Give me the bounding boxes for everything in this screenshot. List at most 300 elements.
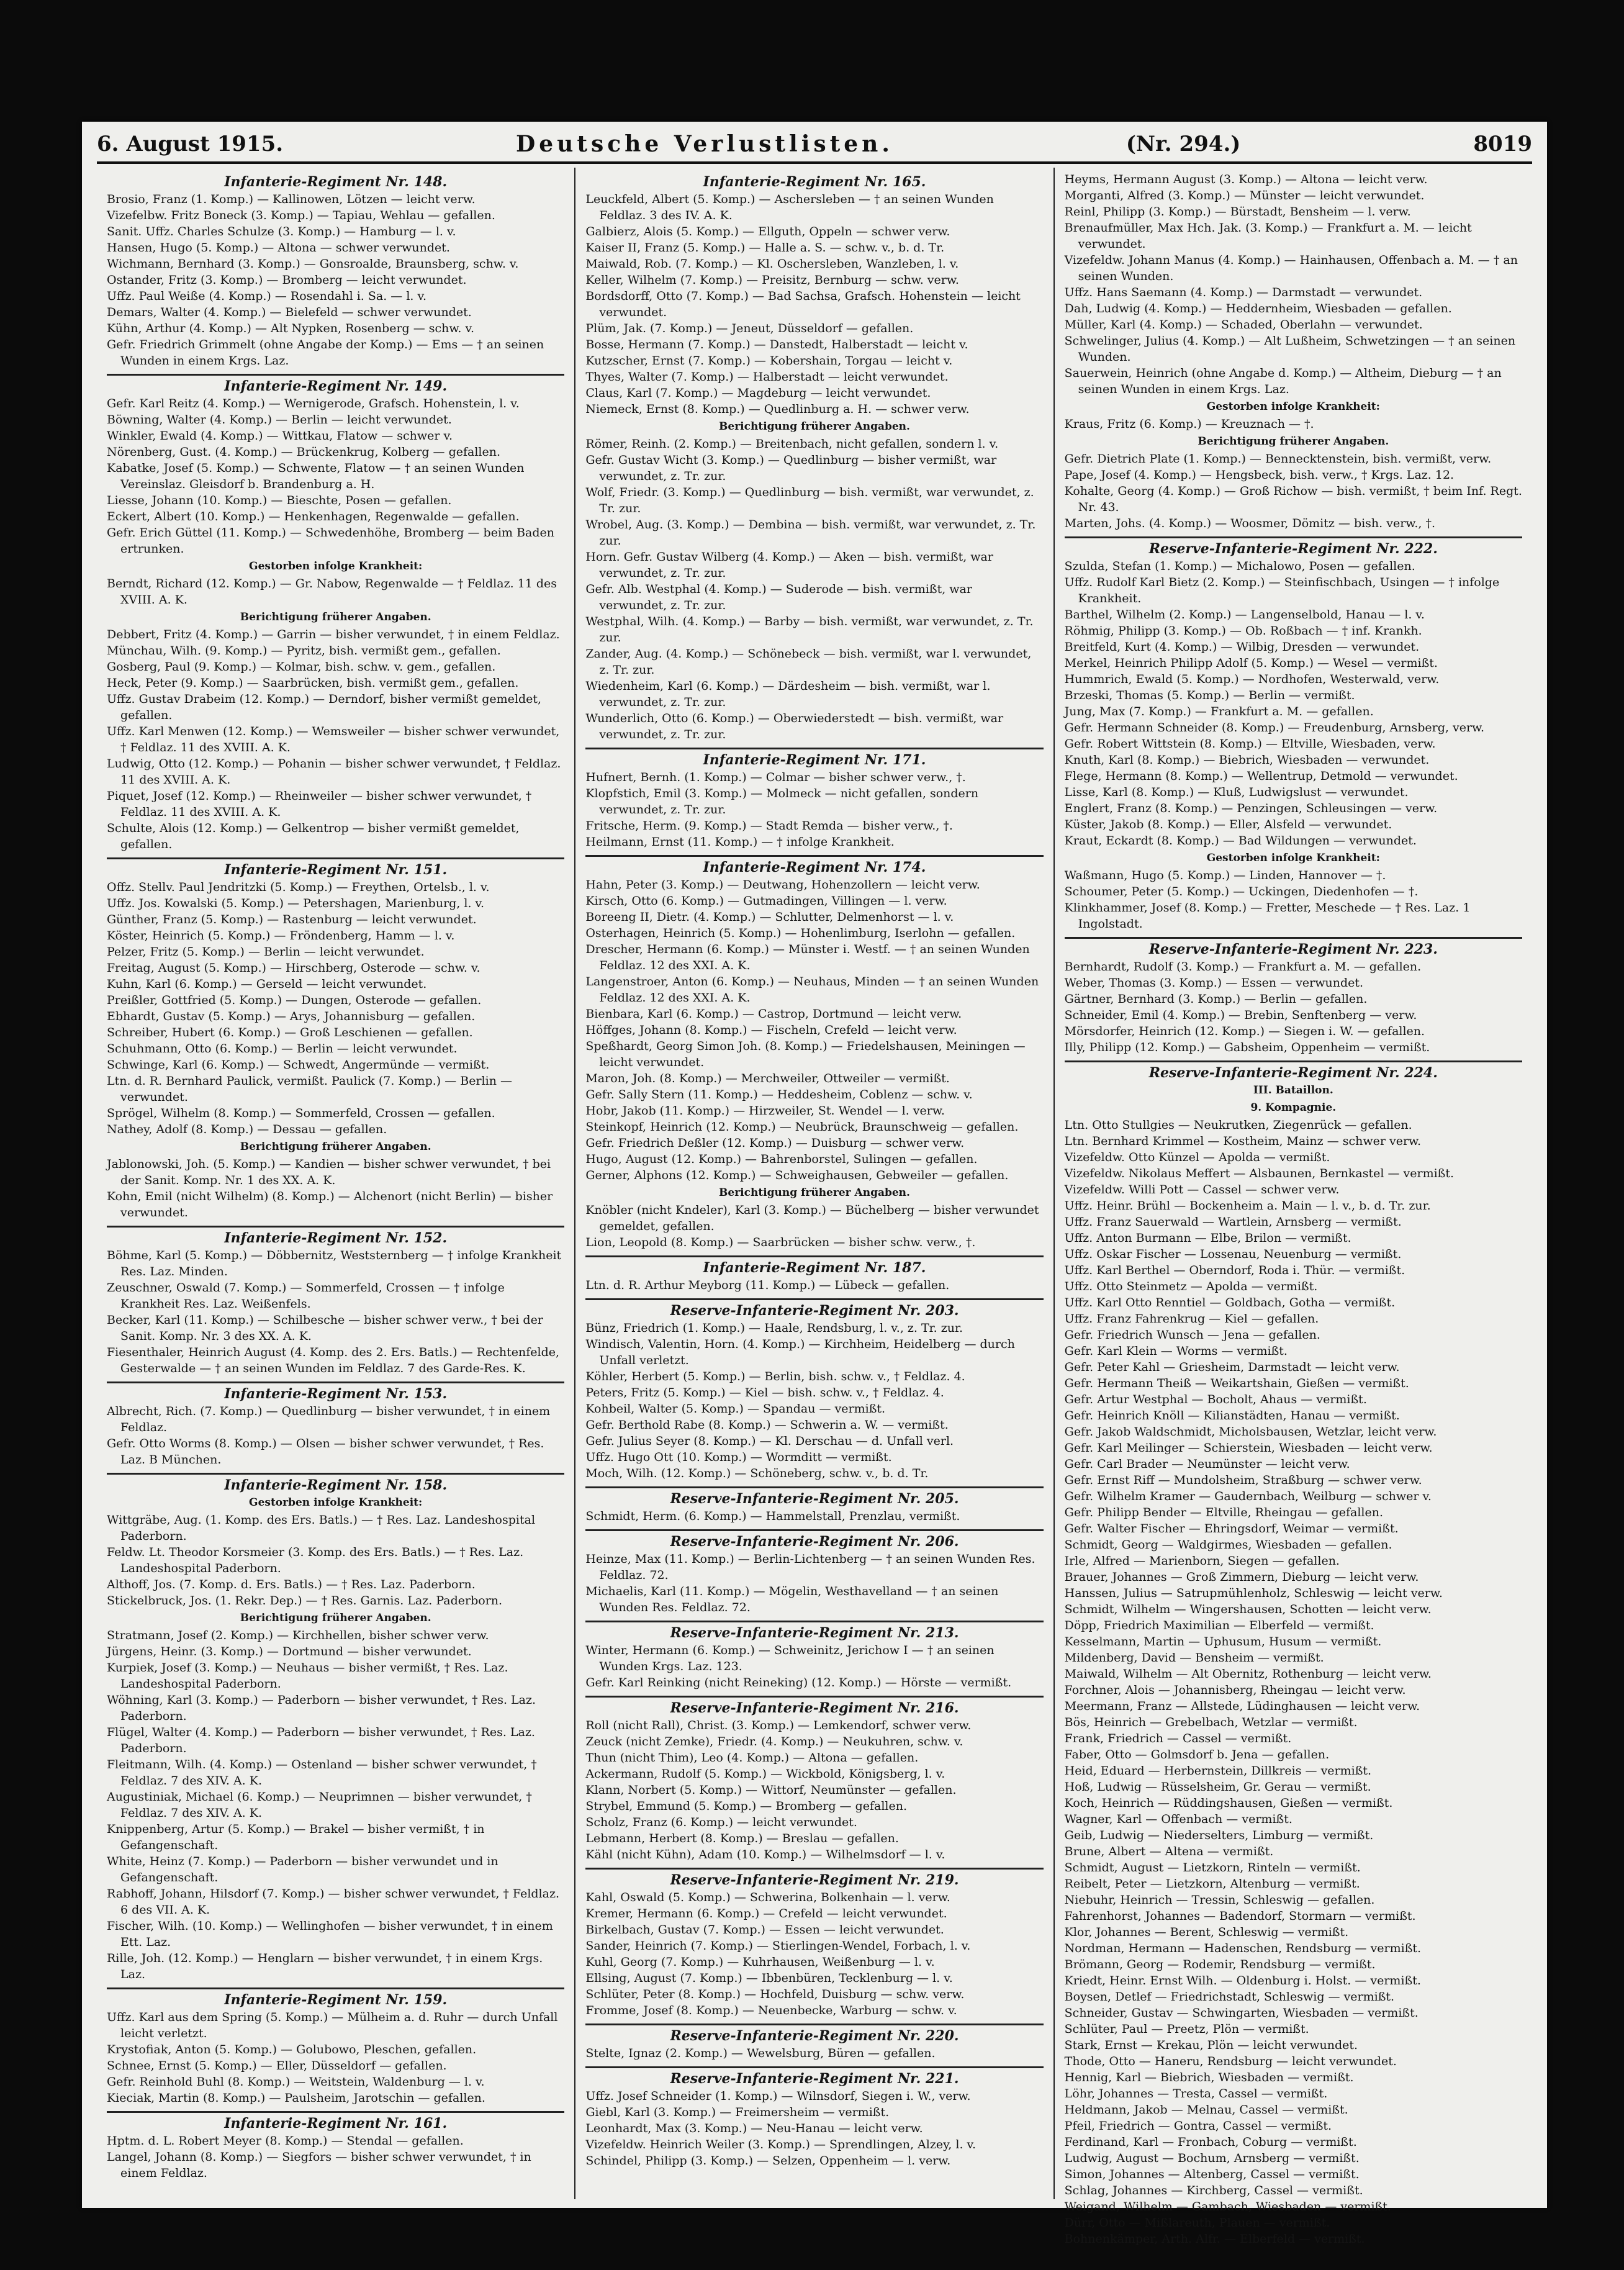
casualty-entry: Klann, Norbert (5. Komp.) — Wittorf, Neumünster — gefallen. [585,1783,957,1797]
regiment-title: Infanterie-Regiment Nr. 151. [224,862,448,878]
casualty-entry: Fritsche, Herm. (9. Komp.) — Stadt Remda — bisher verw., †. [585,819,953,833]
section-rule [107,1987,564,1989]
casualty-entry: Klor, Johannes — Berent, Schleswig — vermißt. [1064,1925,1349,1939]
casualty-entry: Bünz, Friedrich (1. Komp.) — Haale, Rendsburg, l. v., z. Tr. zur. [585,1321,963,1335]
subsection-title: Berichtigung früherer Angaben. [240,611,431,623]
casualty-entry: Stickelbruck, Jos. (1. Rekr. Dep.) — † Res. Garnis. Laz. Paderborn. [107,1594,503,1608]
casualty-entry: Rille, Joh. (12. Komp.) — Henglarn — bisher verwundet, † in einem Krgs. Laz. [107,1951,543,1981]
regiment-title: Reserve-Infanterie-Regiment Nr. 213. [670,1625,959,1641]
casualty-entry: Koch, Heinrich — Rüddingshausen, Gießen — vermißt. [1064,1796,1393,1810]
casualty-entry: Heinze, Max (11. Komp.) — Berlin-Lichtenberg — † an seinen Wunden Res. Feldlaz. 72. [585,1552,1035,1582]
casualty-entry: Kirsch, Otto (6. Komp.) — Gutmadingen, Villingen — l. verw. [585,894,947,908]
casualty-entry: Stratmann, Josef (2. Komp.) — Kirchhellen, bisher schwer verw. [107,1629,489,1642]
casualty-entry: Jürgens, Heinr. (3. Komp.) — Dortmund — bisher verwundet. [107,1645,472,1658]
section-rule [585,855,1043,857]
casualty-entry: Schindel, Philipp (3. Komp.) — Selzen, Oppenheim — l. verw. [585,2154,951,2168]
casualty-entry: Kabatke, Josef (5. Komp.) — Schwente, Flatow — † an seinen Wunden Vereinslaz. Gleisdorf b. Brandenburg a. H. [107,461,525,491]
casualty-entry: Wolf, Friedr. (3. Komp.) — Quedlinburg — bish. vermißt, war verwundet, z. Tr. zur. [585,486,1034,515]
casualty-entry: Morganti, Alfred (3. Komp.) — Münster — leicht verwundet. [1064,189,1425,202]
casualty-entry: Gärtner, Bernhard (3. Komp.) — Berlin — gefallen. [1064,992,1368,1006]
section-rule [585,748,1043,749]
section-rule [107,1226,564,1228]
casualty-entry: Bernhardt, Rudolf (3. Komp.) — Frankfurt a. M. — gefallen. [1064,960,1422,974]
casualty-entry: Uffz. Franz Sauerwald — Wartlein, Arnsberg — vermißt. [1064,1215,1402,1229]
casualty-entry: Kieciak, Martin (8. Komp.) — Paulsheim, Jarotschin — gefallen. [107,2091,485,2105]
casualty-entry: Augustiniak, Michael (6. Komp.) — Neuprimnen — bisher verwundet, † Feldlaz. 7 des XIV. A. K. [107,1790,532,1820]
subsection-title: Berichtigung früherer Angaben. [1198,435,1389,448]
casualty-entry: Krystofiak, Anton (5. Komp.) — Golubowo, Pleschen, gefallen. [107,2043,477,2056]
casualty-entry: Gefr. Wilhelm Kramer — Gaudernbach, Weilburg — schwer v. [1064,1490,1432,1503]
casualty-entry: Uffz. Oskar Fischer — Lossenau, Neuenburg — vermißt. [1064,1247,1402,1261]
casualty-entry: Gefr. Berthold Rabe (8. Komp.) — Schwerin a. W. — vermißt. [585,1418,949,1432]
casualty-entry: Hahn, Peter (3. Komp.) — Deutwang, Hohenzollern — leicht verw. [585,878,980,892]
casualty-entry: Brauer, Johannes — Groß Zimmern, Dieburg — leicht verw. [1064,1570,1419,1584]
regiment-title: Infanterie-Regiment Nr. 158. [224,1477,448,1493]
casualty-entry: Brömann, Georg — Rodemir, Rendsburg — vermißt. [1064,1958,1376,1971]
casualty-entry: Hansen, Hugo (5. Komp.) — Altona — schwer verwundet. [107,241,450,255]
section-rule [585,2024,1043,2025]
casualty-entry: Boysen, Detlef — Friedrichstadt, Schleswig — vermißt. [1064,1990,1395,2004]
casualty-entry: Fleitmann, Wilh. (4. Komp.) — Ostenland — bisher schwer verwundet, † Feldlaz. 7 des XIV. A. K. [107,1758,537,1788]
section-rule [585,1529,1043,1531]
casualty-entry: Gefr. Friedrich Grimmelt (ohne Angabe der Komp.) — Ems — † an seinen Wunden in einem Krgs. Laz. [107,338,544,368]
section-rule [585,1486,1043,1488]
casualty-entry: Feldw. Lt. Theodor Korsmeier (3. Komp. des Ers. Batls.) — † Res. Laz. Landeshospital Paderborn. [107,1545,524,1575]
regiment-title: Infanterie-Regiment Nr. 148. [224,174,448,190]
casualty-entry: Hufnert, Bernh. (1. Komp.) — Colmar — bisher schwer verw., †. [585,771,966,784]
casualty-entry: Sander, Heinrich (7. Komp.) — Stierlingen-Wendel, Forbach, l. v. [585,1939,971,1953]
casualty-entry: Günther, Franz (5. Komp.) — Rastenburg — leicht verwundet. [107,913,477,926]
casualty-entry: Jung, Max (7. Komp.) — Frankfurt a. M. — gefallen. [1064,705,1374,718]
regiment-title: Reserve-Infanterie-Regiment Nr. 219. [670,1872,959,1888]
casualty-entry: Boreeng II, Dietr. (4. Komp.) — Schlutter, Delmenhorst — l. v. [585,910,954,924]
casualty-entry: Pfeil, Friedrich — Gontra, Cassel — vermißt. [1064,2119,1332,2133]
casualty-entry: Ltn. Otto Stullgies — Neukrutken, Ziegenrück — gefallen. [1064,1118,1412,1132]
casualty-entry: Irle, Alfred — Marienborn, Siegen — gefallen. [1064,1554,1340,1568]
casualty-entry: Reinl, Philipp (3. Komp.) — Bürstadt, Bensheim — l. verw. [1064,205,1411,219]
casualty-entry: Gefr. Artur Westphal — Bocholt, Ahaus — vermißt. [1064,1393,1367,1406]
casualty-entry: Wittgräbe, Aug. (1. Komp. des Ers. Batls.) — † Res. Laz. Landeshospital Paderborn. [107,1513,536,1543]
section-rule [107,857,564,859]
casualty-entry: Flege, Hermann (8. Komp.) — Wellentrup, Detmold — verwundet. [1064,769,1458,783]
casualty-entry: Röhmig, Philipp (3. Komp.) — Ob. Roßbach — † inf. Krankh. [1064,624,1422,638]
casualty-entry: Westphal, Wilh. (4. Komp.) — Barby — bish. vermißt, war verwundet, z. Tr. zur. [585,615,1034,644]
casualty-entry: Zeuschner, Oswald (7. Komp.) — Sommerfeld, Crossen — † infolge Krankheit Res. Laz. Weißenfels. [107,1281,505,1311]
casualty-entry: Uffz. Josef Schneider (1. Komp.) — Wilnsdorf, Siegen i. W., verw. [585,2089,971,2103]
casualty-entry: Ferdinand, Karl — Fronbach, Coburg — vermißt. [1064,2135,1357,2149]
casualty-entry: Debbert, Fritz (4. Komp.) — Garrin — bisher verwundet, † in einem Feldlaz. [107,628,560,641]
casualty-entry: Gefr. Peter Kahl — Griesheim, Darmstadt — leicht verw. [1064,1360,1400,1374]
casualty-entry: Nathey, Adolf (8. Komp.) — Dessau — gefallen. [107,1123,387,1136]
casualty-entry: Knuth, Karl (8. Komp.) — Biebrich, Wiesbaden — verwundet. [1064,753,1430,767]
casualty-entry: Böhme, Karl (5. Komp.) — Döbbernitz, Weststernberg — † infolge Krankheit Res. Laz. Minden. [107,1249,562,1278]
section-rule [107,1381,564,1383]
section-rule [1065,937,1522,939]
casualty-entry: Döpp, Friedrich Maximilian — Elberfeld — vermißt. [1064,1619,1374,1632]
casualty-entry: Berndt, Richard (12. Komp.) — Gr. Nabow, Regenwalde — † Feldlaz. 11 des XVIII. A. K. [107,577,557,607]
casualty-entry: Schmidt, Georg — Waldgirmes, Wiesbaden — gefallen. [1064,1538,1392,1552]
casualty-entry: Gefr. Alb. Westphal (4. Komp.) — Suderode — bish. vermißt, war verwundet, z. Tr. zur. [585,582,972,612]
casualty-entry: Keller, Wilhelm (7. Komp.) — Preisitz, Bernburg — schw. verw. [585,273,959,287]
casualty-entry: Kuhn, Karl (6. Komp.) — Gerseld — leicht verwundet. [107,977,427,991]
casualty-entry: Hugo, August (12. Komp.) — Bahrenborstel, Sulingen — gefallen. [585,1152,978,1166]
subsection-title: Gestorben infolge Krankheit: [249,1496,423,1509]
casualty-entry: Niebuhr, Heinrich — Tressin, Schleswig — gefallen. [1064,1893,1375,1907]
header-rule [97,161,1532,164]
casualty-entry: Uffz. Hans Saemann (4. Komp.) — Darmstadt — verwundet. [1064,286,1423,299]
casualty-entry: Gefr. Friedrich Wunsch — Jena — gefallen. [1064,1328,1320,1342]
casualty-entry: Lion, Leopold (8. Komp.) — Saarbrücken — bisher schw. verw., †. [585,1236,976,1249]
section-rule [585,1255,1043,1257]
casualty-entry: Pelzer, Fritz (5. Komp.) — Berlin — leicht verwundet. [107,945,425,959]
casualty-entry: Fahrenhorst, Johannes — Badendorf, Stormarn — vermißt. [1064,1909,1416,1923]
casualty-entry: Maron, Joh. (8. Komp.) — Merchweiler, Ottweiler — vermißt. [585,1072,950,1085]
casualty-entry: Forchner, Alois — Johannisberg, Rheingau — leicht verw. [1064,1683,1406,1697]
casualty-entry: Uffz. Karl Otto Renntiel — Goldbach, Gotha — vermißt. [1064,1296,1396,1309]
casualty-entry: Michaelis, Karl (11. Komp.) — Mögelin, Westhavelland — † an seinen Wunden Res. Feldlaz. 72. [585,1585,999,1614]
casualty-entry: Fiesenthaler, Heinrich August (4. Komp. des 2. Ers. Batls.) — Rechtenfelde, Gesterwalde — † an seinen Wunden im Feldlaz. 7 des Garde-Res. K. [107,1345,560,1375]
subsection-title: Berichtigung früherer Angaben. [719,420,910,433]
casualty-entry: Offz. Stellv. Paul Jendritzki (5. Komp.) — Freythen, Ortelsb., l. v. [107,880,490,894]
casualty-entry: Freitag, August (5. Komp.) — Hirschberg, Osterode — schw. v. [107,961,480,975]
casualty-entry: Uffz. Jos. Kowalski (5. Komp.) — Petershagen, Marienburg, l. v. [107,897,485,910]
regiment-title: Infanterie-Regiment Nr. 171. [703,752,926,768]
section-rule [107,2111,564,2113]
casualty-entry: Simon, Johannes — Altenberg, Cassel — vermißt. [1064,2168,1360,2181]
casualty-entry: Knöbler (nicht Kndeler), Karl (3. Komp.) — Büchelberg — bisher verwundet gemeldet, gefallen. [585,1203,1039,1233]
casualty-entry: Leuckfeld, Albert (5. Komp.) — Aschersleben — † an seinen Wunden Feldlaz. 3 des IV. A. K. [585,192,994,222]
casualty-entry: Lisse, Karl (8. Komp.) — Kluß, Ludwigslust — verwundet. [1064,785,1409,799]
casualty-entry: Vizefeldw. Nikolaus Meffert — Alsbaunen, Bernkastel — vermißt. [1064,1167,1455,1180]
casualty-entry: Bienbara, Karl (6. Komp.) — Castrop, Dortmund — leicht verw. [585,1007,962,1021]
casualty-entry: Sauerwein, Heinrich (ohne Angabe d. Komp.) — Altheim, Dieburg — † an seinen Wunden in einem Krgs. Laz. [1064,366,1502,396]
subsection-title: Berichtigung früherer Angaben. [240,1612,431,1624]
columns [97,168,1532,2246]
casualty-entry: Uffz. Gustav Drabeim (12. Komp.) — Derndorf, bisher vermißt gemeldet, gefallen. [107,692,542,722]
column-left [97,168,575,2199]
regiment-title: Reserve-Infanterie-Regiment Nr. 221. [670,2071,959,2087]
casualty-entry: Wichmann, Bernhard (3. Komp.) — Gonsroalde, Braunsberg, schw. v. [107,257,519,271]
casualty-entry: Schneider, Gustav — Schwingarten, Wiesbaden — vermißt. [1064,2006,1419,2020]
subsection-title: Gestorben infolge Krankheit: [249,560,423,572]
casualty-entry: Gefr. Friedrich Deßler (12. Komp.) — Duisburg — schwer verw. [585,1136,965,1150]
header-date: 6. August 1915. [97,132,284,156]
regiment-title: Reserve-Infanterie-Regiment Nr. 220. [670,2028,959,2044]
casualty-entry: Liesse, Johann (10. Komp.) — Bieschte, Posen — gefallen. [107,494,452,507]
casualty-entry: Köhler, Herbert (5. Komp.) — Berlin, bish. schw. v., † Feldlaz. 4. [585,1370,965,1383]
casualty-entry: Birkelbach, Gustav (7. Komp.) — Essen — leicht verwundet. [585,1923,944,1937]
casualty-entry: Windisch, Valentin, Horn. (4. Komp.) — Kirchheim, Heidelberg — durch Unfall verletzt. [585,1337,1015,1367]
casualty-entry: Giebl, Karl (3. Komp.) — Freimersheim — vermißt. [585,2105,890,2119]
section-rule [107,1473,564,1475]
casualty-entry: Thun (nicht Thim), Leo (4. Komp.) — Altona — gefallen. [585,1751,919,1765]
casualty-entry: Zander, Aug. (4. Komp.) — Schönebeck — bish. vermißt, war l. verwundet, z. Tr. zur. [585,647,1032,677]
casualty-entry: Küster, Jakob (8. Komp.) — Eller, Alsfeld — verwundet. [1064,818,1392,831]
casualty-entry: Gefr. Karl Klein — Worms — vermißt. [1064,1344,1288,1358]
casualty-entry: Knippenberg, Artur (5. Komp.) — Brakel — bisher vermißt, † in Gefangenschaft. [107,1822,485,1852]
casualty-entry: Winter, Hermann (6. Komp.) — Schweinitz, Jerichow I — † an seinen Wunden Krgs. Laz. 123. [585,1644,995,1673]
casualty-entry: Schuhmann, Otto (6. Komp.) — Berlin — leicht verwundet. [107,1042,458,1056]
regiment-title: Infanterie-Regiment Nr. 165. [703,174,926,190]
casualty-entry: Englert, Franz (8. Komp.) — Penzingen, Schleusingen — verw. [1064,802,1438,815]
casualty-entry: Kriedt, Heinr. Ernst Wilh. — Oldenburg i. Holst. — vermißt. [1064,1974,1421,1987]
casualty-entry: Drescher, Hermann (6. Komp.) — Münster i. Westf. — † an seinen Wunden Feldlaz. 12 des XXI. A. K. [585,943,1030,972]
casualty-entry: Gefr. Ernst Riff — Mundolsheim, Straßburg — schwer verw. [1064,1473,1422,1487]
casualty-entry: Ludwig, August — Bochum, Arnsberg — vermißt. [1064,2151,1360,2165]
casualty-entry: Sanit. Uffz. Charles Schulze (3. Komp.) — Hamburg — l. v. [107,225,456,238]
casualty-entry: Becker, Karl (11. Komp.) — Schilbesche — bisher schwer verw., † bei der Sanit. Komp. Nr. 3 des XX. A. K. [107,1313,543,1343]
casualty-entry: Eckert, Albert (10. Komp.) — Henkenhagen, Regenwalde — gefallen. [107,510,520,523]
column-right [1055,168,1532,2246]
casualty-entry: Gefr. Robert Wittstein (8. Komp.) — Eltville, Wiesbaden, verw. [1064,737,1436,751]
casualty-entry: Bös, Heinrich — Grebelbach, Wetzlar — vermißt. [1064,1716,1358,1729]
casualty-entry: Schlag, Johannes — Kirchberg, Cassel — vermißt. [1064,2184,1363,2197]
casualty-entry: Uffz. Karl aus dem Spring (5. Komp.) — Mülheim a. d. Ruhr — durch Unfall leicht verletzt. [107,2010,558,2040]
casualty-entry: Illy, Philipp (12. Komp.) — Gabsheim, Oppenheim — vermißt. [1064,1041,1430,1054]
casualty-entry: Mildenberg, David — Bensheim — vermißt. [1064,1651,1324,1665]
casualty-entry: Schnee, Ernst (5. Komp.) — Eller, Düsseldorf — gefallen. [107,2059,447,2073]
casualty-entry: Gefr. Karl Meilinger — Schierstein, Wiesbaden — leicht verw. [1064,1441,1433,1455]
section-rule [1065,536,1522,538]
regiment-title: Infanterie-Regiment Nr. 174. [703,859,926,875]
casualty-entry: Preißler, Gottfried (5. Komp.) — Dungen, Osterode — gefallen. [107,993,482,1007]
casualty-entry: Kurpiek, Josef (3. Komp.) — Neuhaus — bisher vermißt, † Res. Laz. Landeshospital Paderborn. [107,1661,508,1691]
casualty-entry: Uffz. Franz Fahrenkrug — Kiel — gefallen. [1064,1312,1319,1326]
casualty-entry: Löhr, Johannes — Tresta, Cassel — vermißt. [1064,2087,1328,2100]
regiment-title: Reserve-Infanterie-Regiment Nr. 223. [1148,941,1438,957]
casualty-entry: Dah, Ludwig (4. Komp.) — Heddernheim, Wiesbaden — gefallen. [1064,302,1452,315]
regiment-title: Reserve-Infanterie-Regiment Nr. 224. [1148,1065,1438,1081]
casualty-entry: Gefr. Julius Seyer (8. Komp.) — Kl. Derschau — d. Unfall verl. [585,1434,954,1448]
casualty-entry: Schlüter, Paul — Preetz, Plön — vermißt. [1064,2022,1309,2036]
casualty-entry: Hptm. d. L. Robert Meyer (8. Komp.) — Stendal — gefallen. [107,2134,464,2148]
casualty-entry: Heck, Peter (9. Komp.) — Saarbrücken, bish. vermißt gem., gefallen. [107,676,519,690]
casualty-entry: Bohnenkämper, Arth. Alfr. — Elberfeld — vermißt. [1064,2232,1365,2246]
casualty-entry: Kraus, Fritz (6. Komp.) — Kreuznach — †. [1064,417,1314,431]
casualty-entry: Gefr. Hermann Schneider (8. Komp.) — Freudenburg, Arnsberg, verw. [1064,721,1485,735]
casualty-entry: Bosse, Hermann (7. Komp.) — Danstedt, Halberstadt — leicht v. [585,338,968,351]
casualty-entry: Peters, Fritz (5. Komp.) — Kiel — bish. schw. v., † Feldlaz. 4. [585,1386,944,1400]
casualty-entry: Gefr. Dietrich Plate (1. Komp.) — Bennecktenstein, bish. vermißt, verw. [1064,452,1492,466]
casualty-entry: Gefr. Sally Stern (11. Komp.) — Heddesheim, Coblenz — schw. v. [585,1088,973,1101]
casualty-entry: Maiwald, Rob. (7. Komp.) — Kl. Oschersleben, Wanzleben, l. v. [585,257,959,271]
casualty-entry: Hanssen, Julius — Satrupmühlenholz, Schleswig — leicht verw. [1064,1586,1443,1600]
casualty-entry: Plüm, Jak. (7. Komp.) — Jeneut, Düsseldorf — gefallen. [585,322,914,335]
casualty-entry: Gefr. Otto Worms (8. Komp.) — Olsen — bisher schwer verwundet, † Res. Laz. B München. [107,1437,544,1467]
casualty-entry: Reibelt, Peter — Lietzkorn, Altenburg — vermißt. [1064,1877,1360,1891]
newspaper-page [82,122,1547,2246]
casualty-entry: Gefr. Walter Fischer — Ehringsdorf, Weimar — vermißt. [1064,1522,1399,1535]
casualty-entry: Fromme, Josef (8. Komp.) — Neuenbecke, Warburg — schw. v. [585,2004,957,2017]
casualty-entry: Gerner, Alphons (12. Komp.) — Schweighausen, Gebweiler — gefallen. [585,1169,1009,1182]
casualty-entry: Langel, Johann (8. Komp.) — Siegfors — bisher schwer verwundet, † in einem Feldlaz. [107,2150,531,2180]
casualty-entry: Weber, Thomas (3. Komp.) — Essen — verwundet. [1064,976,1364,990]
casualty-entry: Uffz. Rudolf Karl Bietz (2. Komp.) — Steinfischbach, Usingen — † infolge Krankheit. [1064,576,1500,605]
casualty-entry: Heilmann, Ernst (11. Komp.) — † infolge Krankheit. [585,835,895,849]
casualty-entry: Sprögel, Wilhelm (8. Komp.) — Sommerfeld, Crossen — gefallen. [107,1106,495,1120]
casualty-entry: Langenstroer, Anton (6. Komp.) — Neuhaus, Minden — † an seinen Wunden Feldlaz. 12 des XXI. A. K. [585,975,1039,1005]
casualty-entry: Schwelinger, Julius (4. Komp.) — Alt Lußheim, Schwetzingen — † an seinen Wunden. [1064,334,1516,364]
casualty-entry: Nordman, Hermann — Hadenschen, Rendsburg — vermißt. [1064,1942,1422,1955]
casualty-entry: Klinkhammer, Josef (8. Komp.) — Fretter, Meschede — † Res. Laz. 1 Ingolstadt. [1064,901,1471,931]
casualty-entry: Gefr. Karl Reinking (nicht Reineking) (12. Komp.) — Hörste — vermißt. [585,1676,1012,1689]
casualty-entry: Ellsing, August (7. Komp.) — Ibbenbüren, Tecklenburg — l. v. [585,1971,953,1985]
casualty-entry: Uffz. Hugo Ott (10. Komp.) — Wormditt — vermißt. [585,1450,892,1464]
casualty-entry: Thyes, Walter (7. Komp.) — Halberstadt — leicht verwundet. [585,370,949,384]
casualty-entry: Schmidt, Herm. (6. Komp.) — Hammelstall, Prenzlau, vermißt. [585,1509,960,1523]
casualty-entry: Wrobel, Aug. (3. Komp.) — Dembina — bish. vermißt, war verwundet, z. Tr. zur. [585,518,1036,548]
casualty-entry: Gefr. Hermann Theiß — Weikartshain, Gießen — vermißt. [1064,1377,1409,1390]
regiment-title: Reserve-Infanterie-Regiment Nr. 216. [670,1700,959,1716]
casualty-entry: Piquet, Josef (12. Komp.) — Rheinweiler — bisher schwer verwundet, † Feldlaz. 11 des XVIII. A. K. [107,789,532,819]
casualty-entry: Ltn. Bernhard Krimmel — Kostheim, Mainz — schwer verw. [1064,1134,1422,1148]
casualty-entry: Gefr. Carl Brader — Neumünster — leicht verw. [1064,1457,1350,1471]
section-rule [585,1868,1043,1870]
header-page-number: 8019 [1473,132,1532,156]
casualty-entry: Gefr. Karl Reitz (4. Komp.) — Wernigerode, Grafsch. Hohenstein, l. v. [107,397,520,410]
casualty-entry: Osterhagen, Heinrich (5. Komp.) — Hohenlimburg, Iserlohn — gefallen. [585,926,1016,940]
casualty-entry: Rabhoff, Johann, Hilsdorf (7. Komp.) — bisher schwer verwundet, † Feldlaz. 6 des VII. A. K. [107,1887,560,1917]
casualty-entry: Kaiser II, Franz (5. Komp.) — Halle a. S. — schw. v., b. d. Tr. [585,241,945,255]
page-header [97,128,1532,160]
casualty-entry: Ostander, Fritz (3. Komp.) — Bromberg — leicht verwundet. [107,273,467,287]
casualty-entry: Ltn. d. R. Bernhard Paulick, vermißt. Paulick (7. Komp.) — Berlin — verwundet. [107,1074,512,1104]
casualty-entry: Klopfstich, Emil (3. Komp.) — Molmeck — nicht gefallen, sondern verwundet, z. Tr. zur. [585,787,979,816]
casualty-entry: Bordsdorff, Otto (7. Komp.) — Bad Sachsa, Grafsch. Hohenstein — leicht verwundet. [585,289,1021,319]
section-rule [585,2066,1043,2068]
casualty-entry: Faber, Otto — Golmsdorf b. Jena — gefallen. [1064,1748,1330,1761]
section-rule [585,1298,1043,1300]
regiment-title: Reserve-Infanterie-Regiment Nr. 206. [670,1534,959,1550]
regiment-title: Reserve-Infanterie-Regiment Nr. 222. [1148,541,1438,557]
regiment-title: Infanterie-Regiment Nr. 159. [224,1992,448,2008]
casualty-entry: Meermann, Franz — Allstede, Lüdinghausen — leicht verw. [1064,1699,1420,1713]
casualty-entry: Merkel, Heinrich Philipp Adolf (5. Komp.) — Wesel — vermißt. [1064,656,1438,670]
casualty-entry: Thode, Otto — Haneru, Rendsburg — leicht verwundet. [1064,2055,1397,2068]
casualty-entry: Dürr, Otto — Mißlareuth, Plauen — vermißt. [1064,2216,1330,2230]
casualty-entry: Schwinge, Karl (6. Komp.) — Schwedt, Angermünde — vermißt. [107,1058,490,1072]
casualty-entry: Kraut, Eckardt (8. Komp.) — Bad Wildungen — verwundet. [1064,834,1417,848]
casualty-entry: Marten, Johs. (4. Komp.) — Woosmer, Dömitz — bish. verw., †. [1064,517,1435,530]
casualty-entry: Hoß, Ludwig — Rüsselsheim, Gr. Gerau — vermißt. [1064,1780,1371,1794]
casualty-entry: Kohbeil, Walter (5. Komp.) — Spandau — vermißt. [585,1402,886,1416]
casualty-entry: Böwning, Walter (4. Komp.) — Berlin — leicht verwundet. [107,413,452,427]
subsection-title: Gestorben infolge Krankheit: [1206,400,1380,413]
casualty-entry: Albrecht, Rich. (7. Komp.) — Quedlinburg — bisher verwundet, † in einem Feldlaz. [107,1404,551,1434]
casualty-entry: Heid, Eduard — Herbernstein, Dillkreis — vermißt. [1064,1764,1372,1778]
regiment-title: Infanterie-Regiment Nr. 161. [224,2115,448,2132]
casualty-entry: Münchau, Wilh. (9. Komp.) — Pyritz, bish. vermißt gem., gefallen. [107,644,501,658]
casualty-entry: Gosberg, Paul (9. Komp.) — Kolmar, bish. schw. v. gem., gefallen. [107,660,496,674]
casualty-entry: Hobr, Jakob (11. Komp.) — Hirzweiler, St. Wendel — l. verw. [585,1104,945,1118]
casualty-entry: Moch, Wilh. (12. Komp.) — Schöneberg, schw. v., b. d. Tr. [585,1467,929,1480]
casualty-entry: Ltn. d. R. Arthur Meyborg (11. Komp.) — Lübeck — gefallen. [585,1278,950,1292]
casualty-entry: Breitfeld, Kurt (4. Komp.) — Wilbig, Dresden — verwundet. [1064,640,1420,654]
casualty-entry: Jablonowski, Joh. (5. Komp.) — Kandien — bisher schwer verwundet, † bei der Sanit. Komp. Nr. 1 des XX. A. K. [107,1157,551,1187]
casualty-entry: Uffz. Karl Berthel — Oberndorf, Roda i. Thür. — vermißt. [1064,1264,1405,1277]
casualty-entry: Winkler, Ewald (4. Komp.) — Wittkau, Flatow — schwer v. [107,429,453,443]
regiment-title: Infanterie-Regiment Nr. 152. [224,1230,448,1246]
casualty-entry: Geib, Ludwig — Niederselters, Limburg — vermißt. [1064,1829,1374,1842]
casualty-entry: Schoumer, Peter (5. Komp.) — Uckingen, Diedenhofen — †. [1064,885,1419,898]
casualty-entry: Weigand, Wilhelm — Gambach, Wiesbaden — vermißt. [1064,2200,1391,2213]
casualty-entry: Mörsdorfer, Heinrich (12. Komp.) — Siegen i. W. — gefallen. [1064,1024,1425,1038]
casualty-entry: Kuhl, Georg (7. Komp.) — Kuhrhausen, Weißenburg — l. v. [585,1955,935,1969]
casualty-entry: Hummrich, Ewald (5. Komp.) — Nordhofen, Westerwald, verw. [1064,672,1440,686]
casualty-entry: Leonhardt, Max (3. Komp.) — Neu-Hanau — leicht verw. [585,2122,923,2135]
casualty-entry: Kahl, Oswald (5. Komp.) — Schwerina, Bolkenhain — l. verw. [585,1891,950,1904]
casualty-entry: Stelte, Ignaz (2. Komp.) — Wewelsburg, Büren — gefallen. [585,2046,936,2060]
casualty-entry: Althoff, Jos. (7. Komp. d. Ers. Batls.) — † Res. Laz. Paderborn. [107,1578,476,1591]
casualty-entry: Wunderlich, Otto (6. Komp.) — Oberwiederstedt — bish. vermißt, war verwundet, z. Tr. zur. [585,712,1004,741]
casualty-entry: Szulda, Stefan (1. Komp.) — Michalowo, Posen — gefallen. [1064,559,1415,573]
casualty-entry: Frank, Friedrich — Cassel — vermißt. [1064,1732,1292,1745]
casualty-entry: Stark, Ernst — Krekau, Plön — leicht verwundet. [1064,2038,1358,2052]
regiment-title: Reserve-Infanterie-Regiment Nr. 203. [670,1303,959,1319]
casualty-entry: Gefr. Jakob Waldschmidt, Micholsbausen, Wetzlar, leicht verw. [1064,1425,1437,1439]
casualty-entry: Flügel, Walter (4. Komp.) — Paderborn — bisher verwundet, † Res. Laz. Paderborn. [107,1725,535,1755]
section-rule [1065,1060,1522,1062]
casualty-entry: Uffz. Otto Steinmetz — Apolda — vermißt. [1064,1280,1318,1293]
casualty-entry: Schmidt, Wilhelm — Wingershausen, Schotten — leicht verw. [1064,1603,1432,1616]
casualty-entry: Gefr. Erich Güttel (11. Komp.) — Schwedenhöhe, Bromberg — beim Baden ertrunken. [107,526,555,556]
casualty-entry: Höffges, Johann (8. Komp.) — Fischeln, Crefeld — leicht verw. [585,1023,957,1037]
casualty-entry: Wöhning, Karl (3. Komp.) — Paderborn — bisher verwundet, † Res. Laz. Paderborn. [107,1693,536,1723]
subsection-title: 9. Kompagnie. [1250,1101,1337,1114]
casualty-entry: Kühn, Arthur (4. Komp.) — Alt Nypken, Rosenberg — schw. v. [107,322,475,335]
casualty-entry: Brenaufmüller, Max Hch. Jak. (3. Komp.) — Frankfurt a. M. — leicht verwundet. [1064,221,1472,251]
casualty-entry: Vizefeldw. Johann Manus (4. Komp.) — Hainhausen, Offenbach a. M. — † an seinen Wunden. [1064,253,1518,283]
casualty-entry: Köster, Heinrich (5. Komp.) — Fröndenberg, Hamm — l. v. [107,929,455,943]
casualty-entry: Speßhardt, Georg Simon Joh. (8. Komp.) — Friedelshausen, Meiningen — leicht verwundet. [585,1039,1026,1069]
casualty-entry: White, Heinz (7. Komp.) — Paderborn — bisher verwundet und in Gefangenschaft. [107,1855,498,1884]
casualty-entry: Ludwig, Otto (12. Komp.) — Pohanin — bisher schwer verwundet, † Feldlaz. 11 des XVIII. A. K. [107,757,561,787]
casualty-entry: Vizefeldw. Willi Pott — Cassel — schwer verw. [1064,1183,1340,1196]
casualty-entry: Galbierz, Alois (5. Komp.) — Ellguth, Oppeln — schwer verw. [585,225,950,238]
casualty-entry: Scholz, Franz (6. Komp.) — leicht verwundet. [585,1816,857,1829]
casualty-entry: Vizefeldw. Otto Künzel — Apolda — vermißt. [1064,1151,1330,1164]
casualty-entry: Gefr. Reinhold Buhl (8. Komp.) — Weitstein, Waldenburg — l. v. [107,2075,485,2089]
casualty-entry: Strybel, Emmund (5. Komp.) — Bromberg — gefallen. [585,1799,908,1813]
column-middle [575,168,1054,2199]
casualty-entry: Niemeck, Ernst (8. Komp.) — Quedlinburg a. H. — schwer verw. [585,402,970,416]
casualty-entry: Wiedenheim, Karl (6. Komp.) — Därdesheim — bish. vermißt, war l. verwundet, z. Tr. zur. [585,679,991,709]
casualty-entry: Schlüter, Peter (8. Komp.) — Hochfeld, Duisburg — schw. verw. [585,1987,965,2001]
casualty-entry: Demars, Walter (4. Komp.) — Bielefeld — schwer verwundet. [107,305,472,319]
casualty-entry: Zeuck (nicht Zemke), Friedr. (4. Komp.) — Neukuhren, schw. v. [585,1735,963,1748]
subsection-title: Berichtigung früherer Angaben. [719,1187,910,1199]
regiment-title: Reserve-Infanterie-Regiment Nr. 205. [670,1491,959,1507]
casualty-entry: Barthel, Wilhelm (2. Komp.) — Langenselbold, Hanau — l. v. [1064,608,1425,622]
casualty-entry: Steinkopf, Heinrich (12. Komp.) — Neubrück, Braunschweig — gefallen. [585,1120,1019,1134]
casualty-entry: Heyms, Hermann August (3. Komp.) — Altona — leicht verw. [1064,173,1428,186]
header-issue: (Nr. 294.) [1126,132,1241,156]
casualty-entry: Claus, Karl (7. Komp.) — Magdeburg — leicht verwundet. [585,386,931,400]
casualty-entry: Kesselmann, Martin — Uphusum, Husum — vermißt. [1064,1635,1382,1648]
casualty-entry: Kohn, Emil (nicht Wilhelm) (8. Komp.) — Alchenort (nicht Berlin) — bisher verwundet. [107,1190,553,1219]
casualty-entry: Hennig, Karl — Biebrich, Wiesbaden — vermißt. [1064,2071,1354,2084]
casualty-entry: Schneider, Emil (4. Komp.) — Brebin, Senftenberg — verw. [1064,1008,1417,1022]
casualty-entry: Schreiber, Hubert (6. Komp.) — Groß Leschienen — gefallen. [107,1026,473,1039]
casualty-entry: Uffz. Anton Burmann — Elbe, Brilon — vermißt. [1064,1231,1351,1245]
subsection-title: Berichtigung früherer Angaben. [240,1141,431,1153]
casualty-entry: Schmidt, August — Lietzkorn, Rinteln — vermißt. [1064,1861,1361,1874]
casualty-entry: Fischer, Wilh. (10. Komp.) — Wellinghofen — bisher verwundet, † in einem Ett. Laz. [107,1919,553,1949]
casualty-entry: Brzeski, Thomas (5. Komp.) — Berlin — vermißt. [1064,689,1355,702]
casualty-entry: Vizefeldw. Heinrich Weiler (3. Komp.) — Sprendlingen, Alzey, l. v. [585,2138,977,2151]
casualty-entry: Kutzscher, Ernst (7. Komp.) — Kobershain, Torgau — leicht v. [585,354,953,368]
casualty-entry: Ebhardt, Gustav (5. Komp.) — Arys, Johannisburg — gefallen. [107,1010,476,1023]
